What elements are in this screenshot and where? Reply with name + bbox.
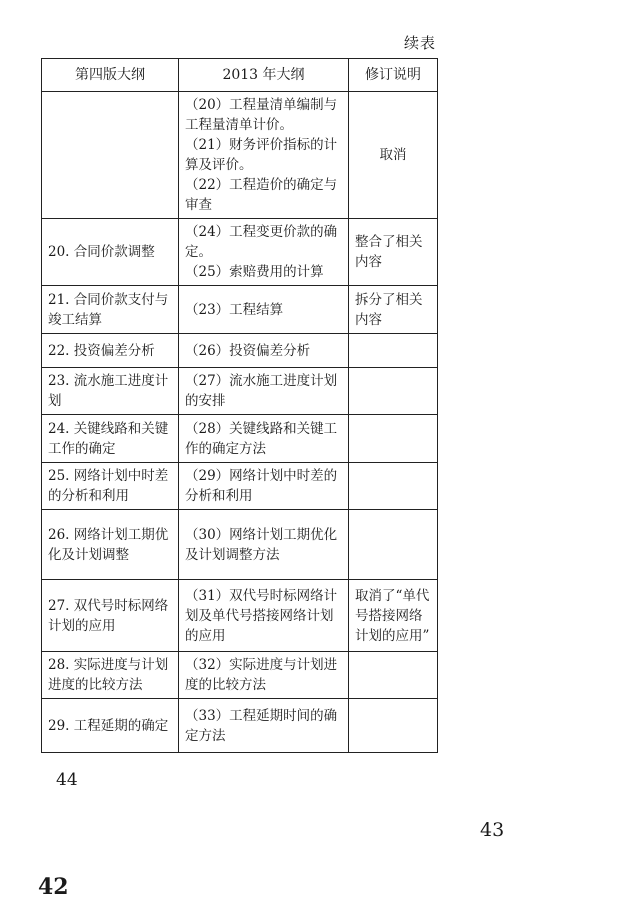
revision-note xyxy=(349,510,438,580)
new-item-line: （26）投资偏差分析 xyxy=(185,342,311,359)
revision-note: 取消 xyxy=(349,92,438,219)
new-item xyxy=(179,286,349,334)
new-item-line: （25）索赔费用的计算 xyxy=(185,264,324,280)
new-item xyxy=(179,652,349,699)
table-row xyxy=(42,580,438,652)
table-row xyxy=(42,463,438,510)
revision-note xyxy=(349,463,438,510)
old-item: 21. 合同价款支付与竣工结算 xyxy=(42,286,179,334)
table-row xyxy=(42,510,438,580)
revision-note: 整合了相关内容 xyxy=(349,219,438,286)
revision-note xyxy=(349,334,438,368)
old-item: 23. 流水施工进度计划 xyxy=(42,368,179,415)
new-item-line: （30）网络计划工期优化及计划调整方法 xyxy=(185,526,338,563)
table-row xyxy=(42,368,438,415)
revision-note: 取消了“单代号搭接网络计划的应用” xyxy=(349,580,438,652)
new-item-line: （23）工程结算 xyxy=(185,301,284,318)
revision-note xyxy=(349,415,438,463)
new-item xyxy=(179,580,349,652)
table-row xyxy=(42,334,438,368)
revision-note xyxy=(349,652,438,699)
new-item-line: （21）财务评价指标的计算及评价。 xyxy=(185,137,338,173)
revision-note: 拆分了相关内容 xyxy=(349,286,438,334)
old-item: 24. 关键线路和关键工作的确定 xyxy=(42,415,179,463)
new-item xyxy=(179,92,349,219)
new-item xyxy=(179,463,349,510)
old-item xyxy=(42,92,179,219)
table-row xyxy=(42,286,438,334)
syllabus-comparison-table xyxy=(41,58,438,753)
new-item-line: （20）工程量清单编制与工程量清单计价。 xyxy=(185,97,338,133)
header-2013-syllabus: 2013 年大纲 xyxy=(179,59,349,92)
revision-note xyxy=(349,368,438,415)
new-item-line: （24）工程变更价款的确定。 xyxy=(185,224,338,260)
page-number: 43 xyxy=(480,819,505,841)
new-item xyxy=(179,368,349,415)
old-item: 28. 实际进度与计划进度的比较方法 xyxy=(42,652,179,699)
old-item: 27. 双代号时标网络计划的应用 xyxy=(42,580,179,652)
old-item: 26. 网络计划工期优化及计划调整 xyxy=(42,510,179,580)
page-number: 42 xyxy=(38,874,69,900)
table-row xyxy=(42,92,438,219)
old-item: 25. 网络计划中时差的分析和利用 xyxy=(42,463,179,510)
new-item xyxy=(179,510,349,580)
table-row xyxy=(42,415,438,463)
new-item-line: （32）实际进度与计划进度的比较方法 xyxy=(185,657,338,693)
new-item-line: （22）工程造价的确定与审查 xyxy=(185,177,338,213)
table-row xyxy=(42,219,438,286)
old-item: 20. 合同价款调整 xyxy=(42,219,179,286)
table-row xyxy=(42,652,438,699)
table-header-row xyxy=(42,59,438,92)
new-item-line: （29）网络计划中时差的分析和利用 xyxy=(185,468,338,504)
page-number: 44 xyxy=(56,770,78,790)
new-item-line: （33）工程延期时间的确定方法 xyxy=(185,707,338,744)
new-item-line: （31）双代号时标网络计划及单代号搭接网络计划的应用 xyxy=(185,587,338,644)
new-item xyxy=(179,415,349,463)
revision-note xyxy=(349,699,438,753)
new-item xyxy=(179,219,349,286)
old-item: 22. 投资偏差分析 xyxy=(42,334,179,368)
header-revision-note: 修订说明 xyxy=(349,59,438,92)
continued-label: 续表 xyxy=(404,34,437,52)
new-item-line: （28）关键线路和关键工作的确定方法 xyxy=(185,420,338,457)
new-item xyxy=(179,699,349,753)
new-item xyxy=(179,334,349,368)
header-old-syllabus: 第四版大纲 xyxy=(42,59,179,92)
new-item-line: （27）流水施工进度计划的安排 xyxy=(185,373,338,409)
table-row xyxy=(42,699,438,753)
old-item: 29. 工程延期的确定 xyxy=(42,699,179,753)
